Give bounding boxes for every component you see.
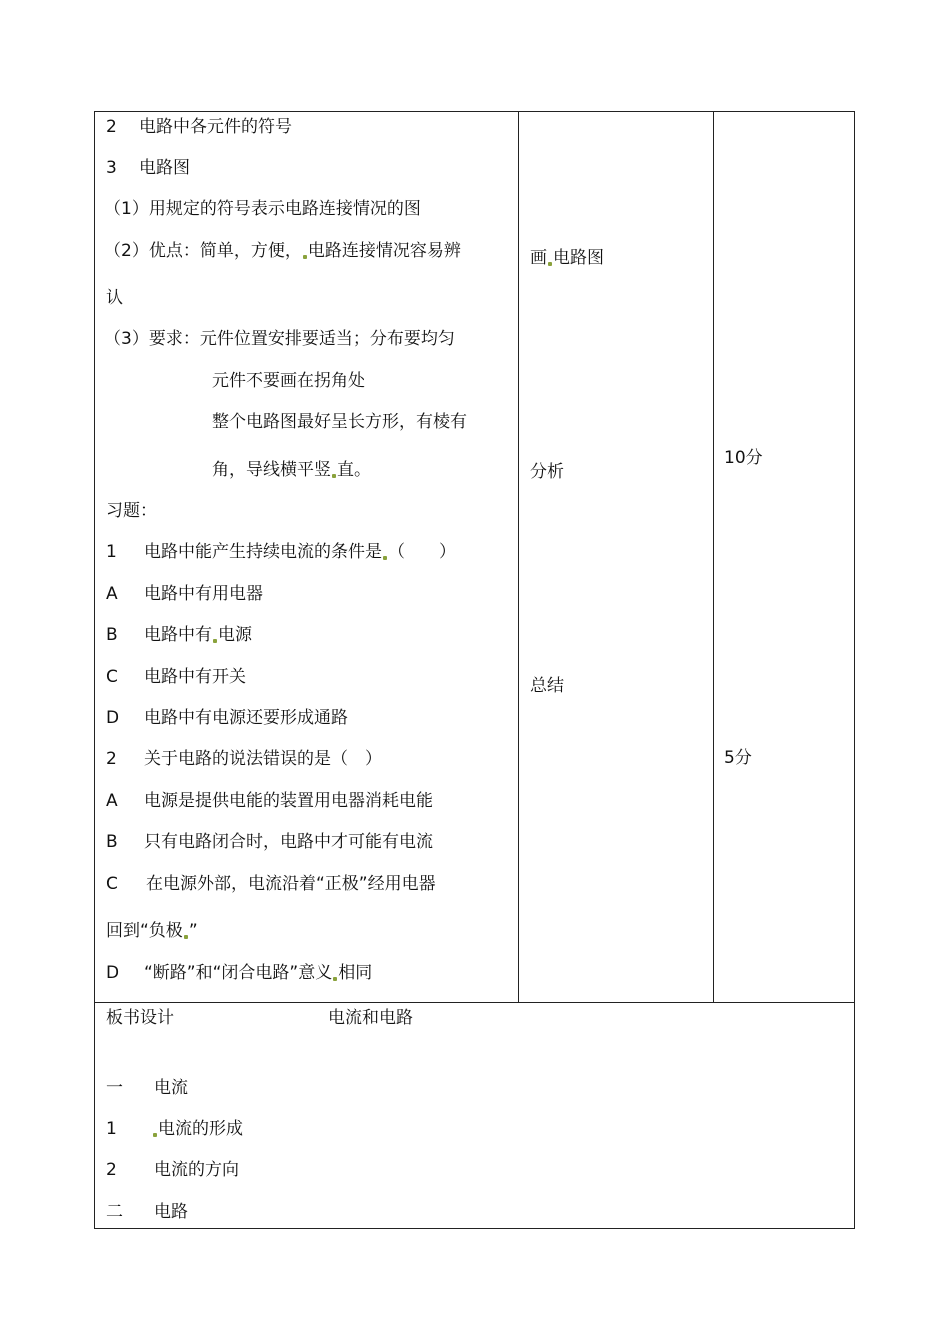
question-2-option-a: A 电源是提供电能的装置用电器消耗电能 xyxy=(106,791,433,811)
question-2-option-d: D “断路”和“闭合电路”意义 相同 xyxy=(106,963,373,983)
board-item-3: 2 电流的方向 xyxy=(106,1160,239,1180)
time-5-min: 5分 xyxy=(724,748,752,768)
board-item-2: 1 电流的形成 xyxy=(106,1119,243,1139)
time-10-min: 10分 xyxy=(724,448,763,468)
content-line-9: 角，导线横平竖 直。 xyxy=(212,460,371,480)
activity-analysis: 分析 xyxy=(530,462,564,482)
mark-dot xyxy=(333,977,337,981)
mark-dot xyxy=(548,262,552,266)
content-line-5: 认 xyxy=(106,288,123,308)
question-2: 2 关于电路的说法错误的是（ ） xyxy=(106,749,382,769)
board-item-4: 二 电路 xyxy=(106,1202,188,1222)
activity-draw-circuit: 画 电路图 xyxy=(530,248,604,268)
activity-summary: 总结 xyxy=(530,676,564,696)
content-line-2: 3 电路图 xyxy=(106,158,190,178)
question-1-option-b: B 电路中有 电源 xyxy=(106,625,252,645)
board-item-1: 一 电流 xyxy=(106,1078,188,1098)
board-design-title: 电流和电路 xyxy=(328,1008,413,1028)
content-line-1: 2 电路中各元件的符号 xyxy=(106,117,292,137)
mark-dot xyxy=(153,1133,157,1137)
exercise-heading: 习题： xyxy=(106,501,157,521)
question-1-option-a: A 电路中有用电器 xyxy=(106,584,263,604)
question-1: 1 电路中能产生持续电流的条件是 （ ） xyxy=(106,542,456,562)
mark-dot xyxy=(184,935,188,939)
mark-dot xyxy=(213,639,217,643)
question-2-option-b: B 只有电路闭合时，电路中才可能有电流 xyxy=(106,832,433,852)
column-divider-2 xyxy=(713,111,714,1003)
content-line-8: 整个电路图最好呈长方形，有棱有 xyxy=(212,412,467,432)
question-2-option-c: C 在电源外部，电流沿着“正极”经用电器 xyxy=(106,874,436,894)
mark-dot xyxy=(332,474,336,478)
content-line-3: （1）用规定的符号表示电路连接情况的图 xyxy=(104,199,421,219)
row-divider xyxy=(94,1002,855,1003)
question-1-option-c: C 电路中有开关 xyxy=(106,667,246,687)
mark-dot xyxy=(383,556,387,560)
content-line-6: （3）要求：元件位置安排要适当；分布要均匀 xyxy=(104,329,455,349)
mark-dot xyxy=(303,255,307,259)
column-divider-1 xyxy=(518,111,519,1003)
question-2-option-c-continued: 回到“负极 ” xyxy=(106,921,198,941)
board-design-label: 板书设计 xyxy=(106,1008,174,1028)
content-line-7: 元件不要画在拐角处 xyxy=(212,371,365,391)
content-line-4: （2）优点：简单，方便， 电路连接情况容易辨 xyxy=(104,241,461,261)
question-1-option-d: D 电路中有电源还要形成通路 xyxy=(106,708,348,728)
